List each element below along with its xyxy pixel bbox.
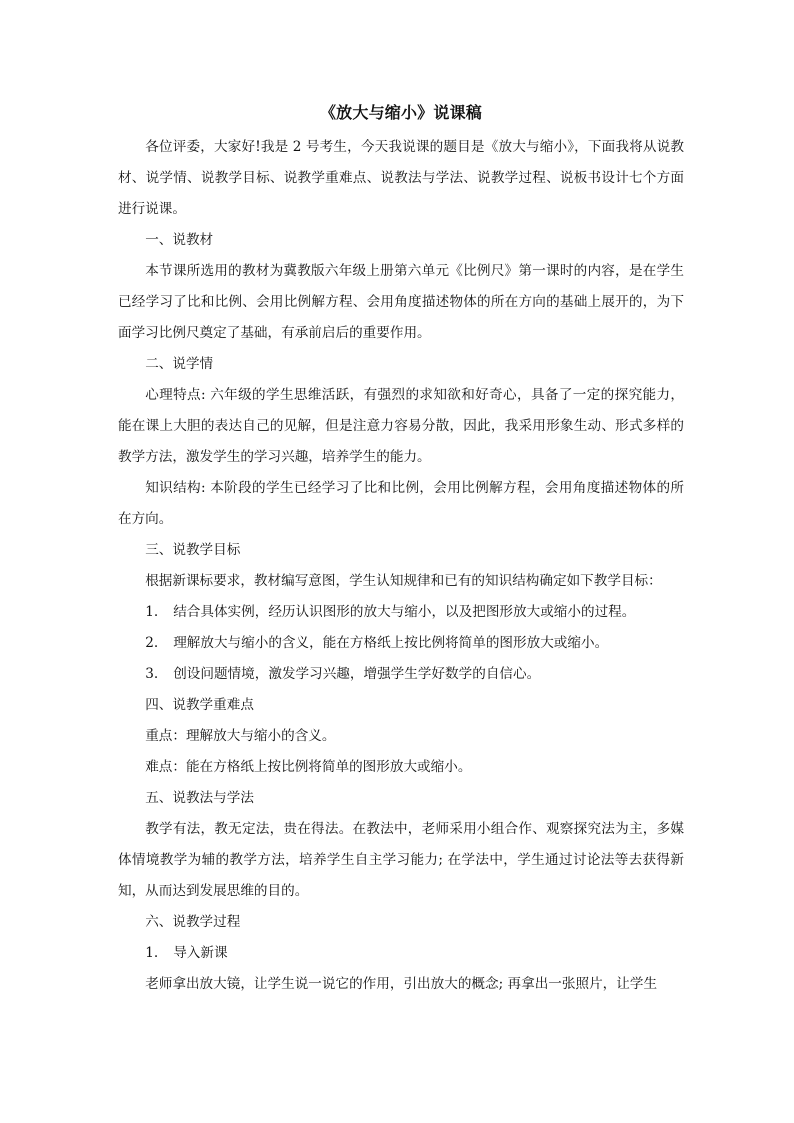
goal-text: 结合具体实例，经历认识图形的放大与缩小，以及把图形放大或缩小的过程。 <box>173 604 636 620</box>
methods-paragraph: 教学有法，教无定法，贵在得法。在教法中，老师采用小组合作、观察探究法为主，多媒体情境教学为辅的教学方法，培养学生自主学习能力; 在学法中，学生通过讨论法等去获得新知，从而达到发展思维的目的。 <box>118 821 684 899</box>
section-heading-methods: 五、说教法与学法 <box>145 790 254 806</box>
students-knowledge-paragraph: 知识结构: 本阶段的学生已经学习了比和比例，会用比例解方程，会用角度描述物体的所在方向。 <box>118 480 684 527</box>
goal-number: 2. <box>145 635 159 651</box>
section-heading-textbook: 一、说教材 <box>145 232 214 248</box>
process-number: 1. <box>145 945 159 961</box>
key-point-line: 重点：理解放大与缩小的含义。 <box>145 728 336 744</box>
process-text: 导入新课 <box>173 945 228 961</box>
goal-item <box>118 628 684 659</box>
goal-number: 3. <box>145 666 159 682</box>
intro-paragraph: 各位评委，大家好!我是 2 号考生，今天我说课的题目是《放大与缩小》，下面我将从说教材、说学情、说教学目标、说教学重难点、说教法与学法、说教学过程、说板书设计七个方面进行说课。 <box>118 139 684 217</box>
section-heading-key-points: 四、说教学重难点 <box>145 697 254 713</box>
goal-number: 1. <box>145 604 159 620</box>
goals-intro-paragraph: 根据新课标要求，教材编写意图，学生认知规律和已有的知识结构确定如下教学目标： <box>145 573 662 589</box>
goal-text: 创设问题情境，激发学习兴趣，增强学生学好数学的自信心。 <box>173 666 541 682</box>
difficult-point-line: 难点：能在方格纸上按比例将简单的图形放大或缩小。 <box>145 759 472 775</box>
goal-text: 理解放大与缩小的含义，能在方格纸上按比例将简单的图形放大或缩小。 <box>173 635 609 651</box>
process-paragraph: 老师拿出放大镜，让学生说一说它的作用，引出放大的概念; 再拿出一张照片，让学生 <box>145 976 658 992</box>
document-page <box>118 100 684 1060</box>
process-item <box>118 938 684 969</box>
students-psychology-paragraph: 心理特点: 六年级的学生思维活跃，有强烈的求知欲和好奇心，具备了一定的探究能力，能在课上大胆的表达自己的见解，但是注意力容易分散，因此，我采用形象生动、形式多样的教学方法，激发学生的学习兴趣，培养学生的能力。 <box>118 387 684 465</box>
goal-item <box>118 659 684 690</box>
document-title: 《放大与缩小》说课稿 <box>319 103 482 122</box>
textbook-paragraph: 本节课所选用的教材为冀教版六年级上册第六单元《比例尺》第一课时的内容，是在学生已经学习了比和比例、会用比例解方程、会用角度描述物体的所在方向的基础上展开的，为下面学习比例尺奠定了基础，有承前启后的重要作用。 <box>118 263 684 341</box>
section-heading-process: 六、说教学过程 <box>145 914 241 930</box>
goal-item <box>118 597 684 628</box>
section-heading-students: 二、说学情 <box>145 356 214 372</box>
section-heading-goals: 三、说教学目标 <box>145 542 241 558</box>
